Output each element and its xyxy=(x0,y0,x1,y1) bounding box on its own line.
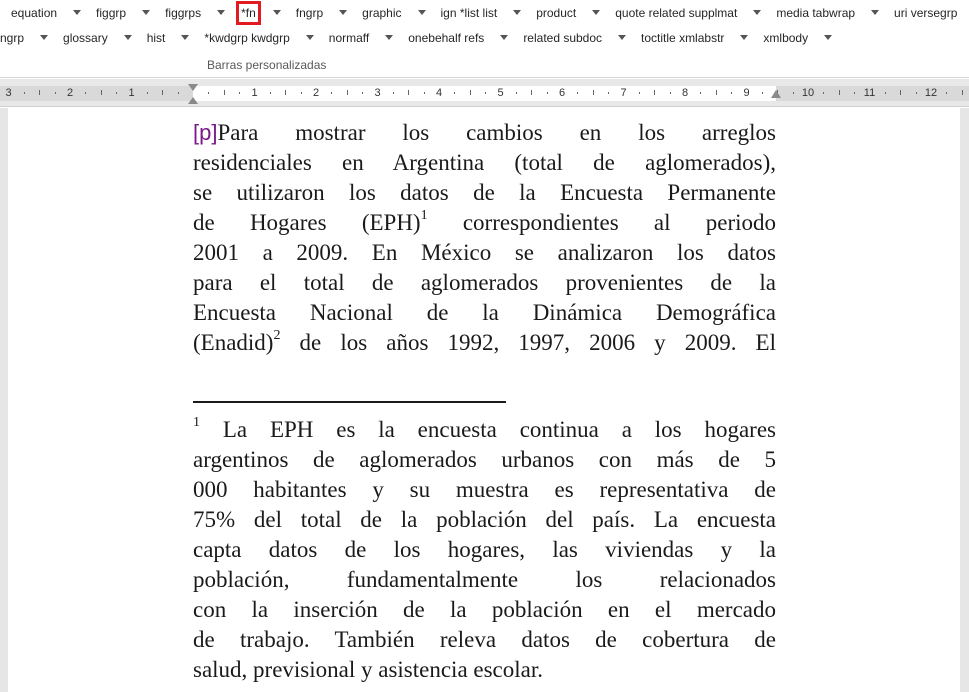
chevron-down-icon[interactable] xyxy=(73,10,81,15)
tag-button-label: ign *list list xyxy=(440,6,498,20)
ruler-tick xyxy=(424,92,425,94)
footnote-paragraph[interactable] xyxy=(193,415,776,685)
ruler-tick xyxy=(331,92,332,94)
chevron-down-icon[interactable] xyxy=(418,10,426,15)
chevron-down-icon[interactable] xyxy=(618,35,626,40)
ruler-tick xyxy=(224,90,225,95)
ruler-tick xyxy=(116,92,117,94)
tag-button-glossary[interactable] xyxy=(61,28,142,48)
ruler-tick xyxy=(55,92,56,94)
tag-button-media-tabwrap[interactable] xyxy=(774,3,889,23)
right-indent-marker[interactable] xyxy=(771,90,781,98)
ruler-tick xyxy=(301,92,302,94)
ruler-number: 6 xyxy=(558,87,566,99)
chevron-down-icon[interactable] xyxy=(740,35,748,40)
tag-button-xmlbody[interactable] xyxy=(761,28,842,48)
ruler-number: 11 xyxy=(863,87,876,99)
ruler-tick xyxy=(208,92,209,94)
ruler-number: 1 xyxy=(128,87,135,99)
ruler-tick xyxy=(670,92,671,94)
chevron-down-icon[interactable] xyxy=(824,35,832,40)
tag-button-hist[interactable] xyxy=(145,28,200,48)
text-line: para el total de aglomerados provenientes de la xyxy=(193,270,776,295)
ruler-tick xyxy=(793,92,794,94)
tag-button-fn[interactable] xyxy=(238,3,291,23)
chevron-down-icon[interactable] xyxy=(217,10,225,15)
ruler-tick xyxy=(454,92,455,94)
chevron-down-icon[interactable] xyxy=(40,35,48,40)
tag-button-label: *fn xyxy=(238,3,259,23)
tag-button-label: uri versegrp xyxy=(894,6,958,20)
ruler-tick xyxy=(547,92,548,94)
tag-button-label: onebehalf refs xyxy=(408,31,485,45)
text-line: (Enadid)$^2$ de los años 1992, 1997, 2006 y 2009. El xyxy=(193,328,777,355)
ribbon-group-label: Barras personalizadas xyxy=(207,58,327,72)
ruler-tick xyxy=(239,92,240,94)
text-line: población, fundamentalmente los relacionados xyxy=(193,567,776,592)
footnote-reference[interactable]: 1 xyxy=(420,208,428,224)
ruler-tick xyxy=(101,90,102,95)
ruler-tick xyxy=(839,90,840,95)
tag-button-label: related subdoc xyxy=(523,31,603,45)
text-line: 2001 a 2009. En México se analizaron los datos xyxy=(193,240,776,265)
ruler-tick xyxy=(162,90,163,95)
first-line-indent-marker[interactable] xyxy=(188,84,198,91)
tag-button-normaff[interactable] xyxy=(327,28,403,48)
ruler-number: 12 xyxy=(924,87,938,99)
ruler-tick xyxy=(608,92,609,94)
tag-button-label: hist xyxy=(146,31,166,45)
ruler-number: 3 xyxy=(5,87,12,99)
text-line: $^1$ La EPH es la encuesta continua a los hogares xyxy=(193,415,776,442)
ruler-number: 4 xyxy=(435,87,443,99)
text-line: con la inserción de la población en el mercado xyxy=(193,597,776,622)
ruler-tick xyxy=(285,90,286,95)
tag-button-product[interactable] xyxy=(534,3,610,23)
ruler-number: 2 xyxy=(66,87,74,99)
tag-button-graphic[interactable] xyxy=(360,3,435,23)
ruler-tick xyxy=(270,92,271,94)
text-line: argentinos de aglomerados urbanos con más de 5 xyxy=(193,447,776,472)
ruler-number: 8 xyxy=(681,87,689,99)
ruler-tick xyxy=(762,92,763,94)
tag-button-uri-versegrp[interactable] xyxy=(892,3,969,23)
text-line: de Hogares (EPH)$^1$ correspondientes al periodo xyxy=(193,208,776,235)
ruler-tick xyxy=(916,92,917,94)
ruler-tick xyxy=(885,92,886,94)
document-page[interactable] xyxy=(8,108,960,692)
ruler-number: 3 xyxy=(374,87,381,99)
text-line: 000 habitantes y su muestra es representativa de xyxy=(193,477,776,502)
chevron-down-icon[interactable] xyxy=(753,10,761,15)
ruler-tick xyxy=(731,92,732,94)
chevron-down-icon[interactable] xyxy=(142,10,150,15)
ruler-tick xyxy=(39,90,40,95)
ruler-tick xyxy=(531,90,532,95)
ruler-tick xyxy=(485,92,486,94)
ruler-tick xyxy=(716,90,717,95)
ruler-number: 7 xyxy=(620,87,627,99)
footnote-marker: 1 xyxy=(193,415,200,431)
tag-button-label: quote related supplmat xyxy=(615,6,738,20)
tag-button-fngrp[interactable] xyxy=(294,3,357,23)
ruler-number: 9 xyxy=(743,87,750,99)
ruler-tick xyxy=(408,90,409,95)
tag-button-onebehalf-refs[interactable] xyxy=(406,28,518,48)
tag-button-label: figgrps xyxy=(165,6,202,20)
chevron-down-icon[interactable] xyxy=(124,35,132,40)
ribbon-toolbar xyxy=(0,0,969,78)
ruler-tick xyxy=(946,92,947,94)
ruler-number: 2 xyxy=(312,87,320,99)
left-indent-marker[interactable] xyxy=(188,97,198,104)
ruler-tick xyxy=(85,92,86,94)
footnote-reference[interactable]: 2 xyxy=(273,328,281,344)
chevron-down-icon[interactable] xyxy=(592,10,600,15)
ruler-tick xyxy=(900,90,901,95)
tag-button-label: glossary xyxy=(63,31,108,45)
chevron-down-icon[interactable] xyxy=(500,35,508,40)
tag-button-label: toctitle xmlabstr xyxy=(641,31,725,45)
ruler-number: 10 xyxy=(801,87,815,99)
chevron-down-icon[interactable] xyxy=(181,35,189,40)
chevron-down-icon[interactable] xyxy=(871,10,879,15)
tag-button-ngrp[interactable] xyxy=(0,28,58,48)
ruler-tick xyxy=(593,90,594,95)
tag-button-label: normaff xyxy=(328,31,370,45)
text-line: capta datos de los hogares, las viviendas y la xyxy=(193,537,776,562)
tag-button-ign-list-list[interactable] xyxy=(439,3,532,23)
text-line: salud, previsional y asistencia escolar. xyxy=(193,657,544,682)
ruler-tick xyxy=(347,90,348,95)
ruler-tick xyxy=(393,92,394,94)
tag-button-label: fngrp xyxy=(295,6,324,20)
tag-row-1 xyxy=(9,3,969,23)
ruler-tick xyxy=(178,92,179,94)
text-line: [p]Para mostrar los cambios en los arreglos xyxy=(193,120,776,145)
tag-button-label: media tabwrap xyxy=(776,6,856,20)
ruler-tick xyxy=(470,90,471,95)
text-line: Encuesta Nacional de la Dinámica Demográfica xyxy=(193,300,776,325)
tag-button-label: *kwdgrp kwdgrp xyxy=(204,31,290,45)
tag-row-2 xyxy=(0,28,845,48)
tag-button-label: graphic xyxy=(362,6,402,20)
tag-button-quote-related-supplmat[interactable] xyxy=(613,3,771,23)
tag-button-figgrp[interactable] xyxy=(94,3,160,23)
paragraph-tag: [p] xyxy=(193,120,218,145)
ruler-tick xyxy=(147,92,148,94)
text-line: residenciales en Argentina (total de aglomerados), xyxy=(193,150,776,175)
ruler-tick xyxy=(823,92,824,94)
ruler-number: 1 xyxy=(251,87,258,99)
ruler-tick xyxy=(24,92,25,94)
tag-button-toctitle-xmlabstr[interactable] xyxy=(639,28,758,48)
chevron-down-icon[interactable] xyxy=(513,10,521,15)
tag-button-related-subdoc[interactable] xyxy=(521,28,636,48)
chevron-down-icon[interactable] xyxy=(339,10,347,15)
tag-button-label: xmlbody xyxy=(763,31,809,45)
ruler-tick xyxy=(854,92,855,94)
tag-button-kwdgrp-kwdgrp[interactable] xyxy=(202,28,323,48)
horizontal-ruler[interactable] xyxy=(0,79,969,107)
chevron-down-icon[interactable] xyxy=(306,35,314,40)
ruler-tick xyxy=(639,92,640,94)
tag-button-equation[interactable] xyxy=(9,3,91,23)
chevron-down-icon[interactable] xyxy=(273,10,281,15)
ruler-tick xyxy=(516,92,517,94)
text-line: de trabajo. También releva datos de cobertura de xyxy=(193,627,776,652)
tag-button-label: product xyxy=(536,6,577,20)
tag-button-label: ngrp xyxy=(0,31,25,45)
ruler-tick xyxy=(362,92,363,94)
body-paragraph[interactable] xyxy=(193,118,776,358)
chevron-down-icon[interactable] xyxy=(385,35,393,40)
ruler-tick xyxy=(654,90,655,95)
footnote-separator xyxy=(193,401,506,403)
text-line: 75% del total de la población del país. La encuesta xyxy=(193,507,776,532)
tag-button-figgrps[interactable] xyxy=(163,3,235,23)
ruler-number: 5 xyxy=(497,87,504,99)
tag-button-label: equation xyxy=(11,6,58,20)
ruler-tick xyxy=(700,92,701,94)
ruler-tick xyxy=(577,92,578,94)
ruler-tick xyxy=(962,90,963,95)
text-line: se utilizaron los datos de la Encuesta Permanente xyxy=(193,180,776,205)
document-area xyxy=(0,108,969,692)
tag-button-label: figgrp xyxy=(96,6,127,20)
